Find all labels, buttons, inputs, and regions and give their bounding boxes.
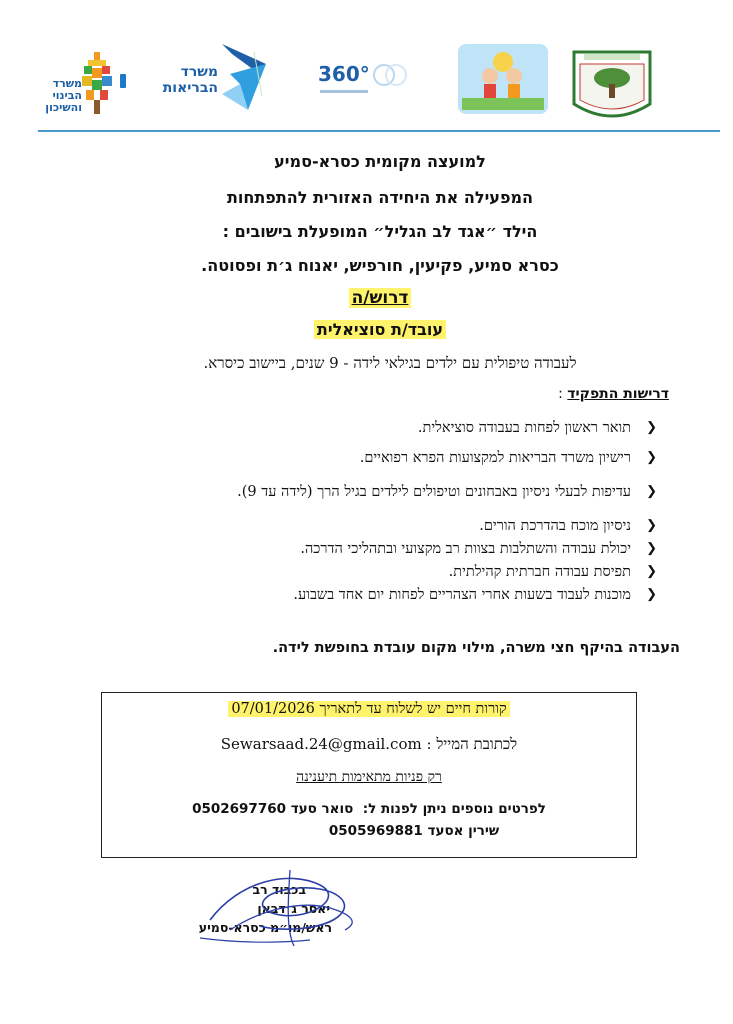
logo-strip — [40, 40, 720, 130]
children-illustration-logo — [458, 44, 548, 114]
chevron-bullet-icon: ❮ — [646, 587, 657, 602]
matching-only-line: רק פניות מתאימות תיענינה — [296, 769, 442, 785]
program-360-logo — [318, 62, 428, 112]
list-item — [57, 484, 657, 501]
requirement-text: יכולת עבודה והשתלבות בצוות רב מקצועי ובתהליכי הדרכה. — [300, 541, 631, 557]
requirement-text: רישיון משרד הבריאות למקצועות הפרא רפואיים. — [359, 450, 631, 466]
contact-box — [101, 692, 637, 858]
list-item — [57, 450, 657, 467]
signature-title: ראש/מו״מ כסרא-סמיע — [198, 920, 332, 935]
unit-name-line: הילד ״אגד לב הגליל״ המופעלת בישובים : — [222, 222, 538, 241]
chevron-bullet-icon: ❮ — [646, 420, 657, 435]
list-item — [57, 564, 657, 581]
list-item — [57, 420, 657, 437]
chevron-bullet-icon: ❮ — [646, 564, 657, 579]
requirements-list — [57, 420, 657, 604]
tagline-bar — [320, 90, 368, 93]
ministry-housing-text: משרד הבינוי והשיכון — [45, 77, 82, 114]
olive-tree-shield-icon — [570, 48, 654, 126]
ministry-health-text: משרד הבריאות — [162, 64, 218, 96]
contact-person-1: סואר סעד 0502697760 — [192, 801, 354, 817]
requirement-text: ניסיון מוכח בהדרכת הורים. — [479, 518, 631, 534]
chevron-bullet-icon: ❮ — [646, 518, 657, 533]
villages-line: כסרא סמיע, פקיעין, חורפיש, יאנוח ג׳ת ופסוטה. — [201, 256, 559, 275]
requirements-title-colon: : — [558, 386, 568, 402]
details-line — [102, 801, 636, 817]
email-link[interactable]: Sewarsaad.24@gmail.com — [220, 735, 422, 753]
wanted-text: דרוש/ה — [349, 288, 412, 308]
signature-name: יאסר ג׳דבאן — [257, 901, 330, 916]
requirements-title-text: דרישות התפקיד — [567, 386, 669, 402]
circles-icon — [372, 60, 412, 90]
intro-text: לעבודה טיפולית עם ילדים בגילאי לידה - 9 שנים, ביישוב כיסרא. — [203, 354, 577, 372]
email-label: לכתובת המייל : — [426, 735, 518, 753]
chevron-bullet-icon: ❮ — [646, 450, 657, 465]
signature-greeting: בכבוד רב — [252, 882, 306, 897]
handwritten-signature — [170, 860, 370, 950]
requirement-text: תואר ראשון לפחות בעבודה סוציאלית. — [417, 420, 631, 436]
contact-person-2: שירין אסעד 0505969881 — [328, 823, 500, 839]
council-line: למועצה מקומית כסרא-סמיע — [274, 152, 486, 171]
children-sun-icon — [458, 44, 548, 114]
requirement-text: מוכנות לעבוד בשעות אחרי הצהריים לפחות יום אחד בשבוע. — [293, 587, 631, 603]
position-text: עובד/ת סוציאלית — [314, 320, 446, 339]
chevron-bullet-icon: ❮ — [646, 541, 657, 556]
position-heading — [80, 320, 680, 339]
chevron-bullet-icon: ❮ — [646, 484, 657, 499]
wanted-heading — [80, 288, 680, 308]
program-360-text: 360° — [318, 62, 370, 86]
email-line — [102, 735, 636, 754]
details-label: לפרטים נוספים ניתן לפנות ל: — [362, 801, 546, 817]
header-rule — [38, 130, 720, 132]
deadline-text: קורות חיים יש לשלוח עד לתאריך 07/01/2026 — [228, 701, 509, 717]
requirement-text: עדיפות לבעלי ניסיון באבחונים וטיפולים לילדים בגיל הרך (לידה עד 9). — [237, 484, 631, 500]
list-item — [57, 541, 657, 558]
unit-line: המפעילה את היחידה האזורית להתפתחות — [226, 188, 534, 207]
deadline-line — [102, 701, 636, 718]
job-scope-note: העבודה בהיקף חצי משרה, מילוי מקום עובדת בחופשת לידה. — [272, 640, 680, 656]
requirements-title — [558, 386, 669, 402]
list-item — [57, 518, 657, 535]
local-council-emblem — [570, 48, 654, 126]
list-item — [57, 587, 657, 604]
requirement-text: תפיסת עבודה חברתית קהילתית. — [448, 564, 631, 580]
